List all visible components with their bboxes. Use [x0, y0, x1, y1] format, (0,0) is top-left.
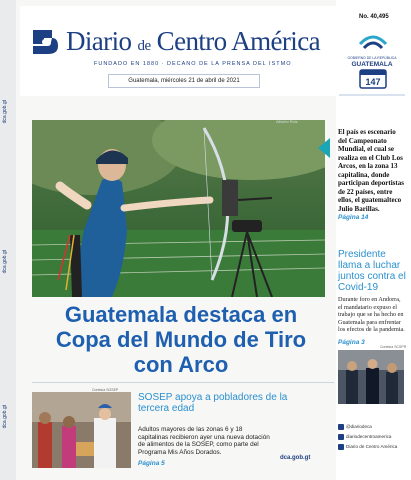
social-links: [338, 422, 408, 452]
president-photo-credit: Cortesía SCSPR: [380, 345, 407, 349]
facebook-icon: [338, 444, 344, 450]
social-item-twitter[interactable]: [338, 422, 408, 432]
masthead: [20, 6, 338, 96]
issue-number: No. 40,495: [359, 14, 389, 20]
strip-site-label: dca.gob.gt: [2, 405, 8, 429]
title-de: de: [137, 38, 151, 54]
pointer-arrow-icon: [318, 138, 330, 158]
sosep-body: Adultos mayores de las zonas 6 y 18 capitalinas recibieron ayer una nueva dotación de alimentos de la SOSEP, como parte del Programa Mis Años Dorados.: [138, 426, 270, 456]
president-photo: [338, 350, 404, 404]
government-name: GUATEMALA: [351, 61, 393, 68]
sosep-photo-credit: Cortesía SOSEP: [92, 388, 119, 392]
title-part2: Centro América: [156, 26, 320, 56]
divider: [32, 382, 334, 383]
president-headline[interactable]: Presidente llama a luchar juntos contra el Covid-19: [338, 249, 406, 293]
sosep-headline[interactable]: SOSEP apoya a pobladores de la tercera edad: [138, 392, 288, 414]
social-label: Diario de Centro América: [346, 444, 398, 449]
social-item-instagram[interactable]: [338, 432, 408, 442]
social-item-facebook[interactable]: [338, 442, 408, 452]
government-small-text: GOBIERNO DE LA REPÚBLICA: [347, 56, 397, 60]
side-story-text: El país es escenario del Campeonato Mundial, el cual se realiza en el Club Los Arcos, en la zona 13 capitalina, donde participan deportistas de 22 países, entre ellos, el guatemalteco Julio Barillas.: [338, 128, 404, 213]
dateline: Guatemala, miércoles 21 de abril de 2021: [108, 74, 260, 88]
strip-site-label: dca.gob.gt: [2, 250, 8, 274]
social-label: diariodecentroamerica: [346, 434, 392, 439]
calendar-day: 147: [365, 77, 381, 87]
newspaper-title: [66, 26, 320, 57]
sosep-photo: [32, 392, 131, 468]
website-label[interactable]: dca.gob.gt: [280, 455, 311, 461]
side-story-page-ref[interactable]: Página 14: [338, 214, 369, 221]
instagram-icon: [338, 434, 344, 440]
issue-box: [339, 8, 405, 96]
president-page-ref[interactable]: Página 3: [338, 339, 365, 346]
photo-credit: Alberto Ruiz: [276, 119, 298, 124]
title-part1: Diario: [66, 26, 132, 56]
sosep-page-ref[interactable]: Página 5: [138, 460, 165, 467]
dca-logo-icon: [30, 26, 60, 56]
social-label: @diariodeca: [346, 424, 372, 429]
archery-photo: [32, 120, 325, 297]
twitter-icon: [338, 424, 344, 430]
president-body: Durante foro en Andorra, el mandatario expuso el trabajo que se ha hecho en Guatemala para enfrentar los efectos de la pandemia.: [338, 296, 405, 334]
left-strip: [0, 0, 16, 480]
tagline: FUNDADO EN 1880 · DECANO DE LA PRENSA DEL ISTMO: [94, 61, 292, 67]
strip-site-label: dca.gob.gt: [2, 100, 8, 124]
main-headline[interactable]: Guatemala destaca en Copa del Mundo de Tiro con Arco: [55, 302, 307, 377]
